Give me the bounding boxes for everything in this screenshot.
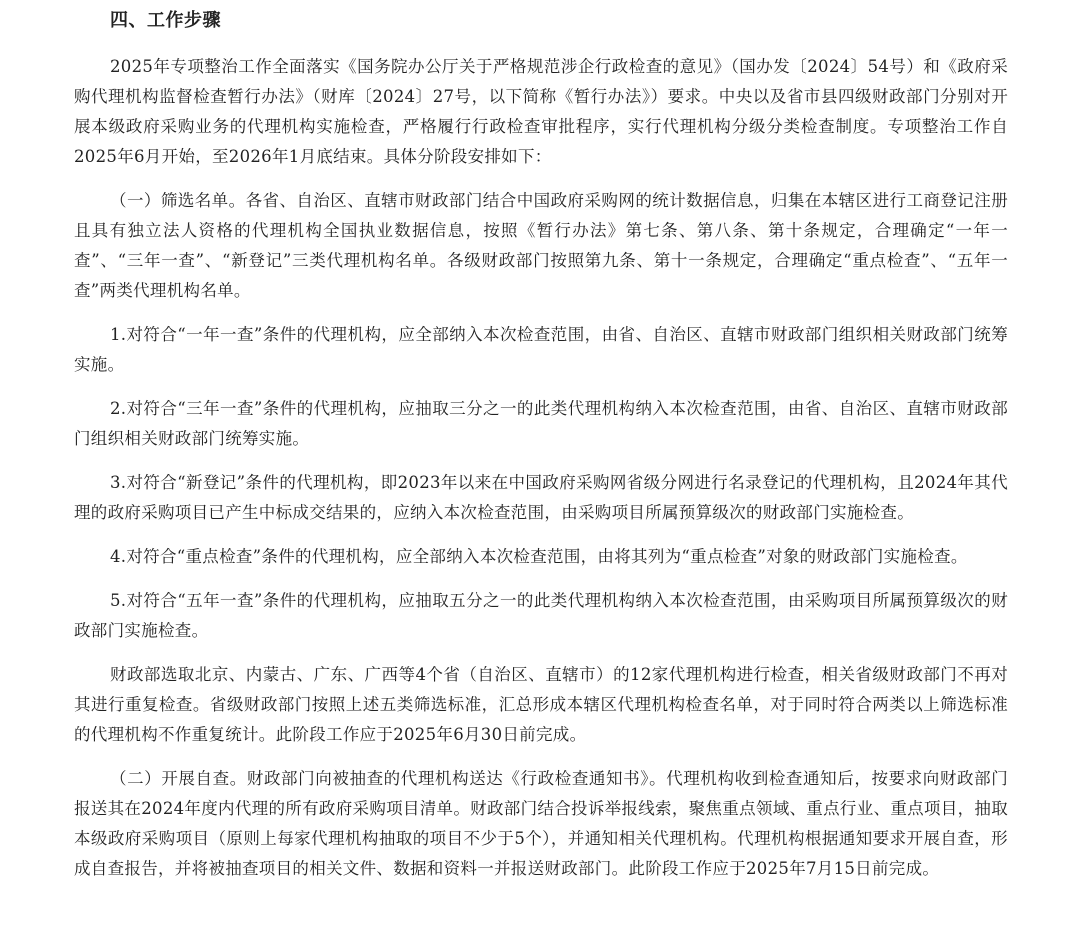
paragraph-ministry-selection: 财政部选取北京、内蒙古、广东、广西等4个省（自治区、直辖市）的12家代理机构进行检查，相关省级财政部门不再对其进行重复检查。省级财政部门按照上述五类筛选标准，汇总形成本辖区代理机构检查名单，对于同时符合两类以上筛选标准的代理机构不作重复统计。此阶段工作应于2025年6月30日前完成。: [74, 665, 1008, 744]
paragraph-item-3: 3.对符合“新登记”条件的代理机构，即2023年以来在中国政府采购网省级分网进行名录登记的代理机构，且2024年其代理的政府采购项目已产生中标成交结果的，应纳入本次检查范围，由采购项目所属预算级次的财政部门实施检查。: [74, 473, 1008, 522]
paragraph-item-5: 5.对符合“五年一查”条件的代理机构，应抽取五分之一的此类代理机构纳入本次检查范围，由采购项目所属预算级次的财政部门实施检查。: [74, 591, 1008, 640]
paragraph-item-1: 1.对符合“一年一查”条件的代理机构，应全部纳入本次检查范围，由省、自治区、直辖市财政部门组织相关财政部门统筹实施。: [74, 325, 1008, 374]
paragraph-intro: 2025年专项整治工作全面落实《国务院办公厅关于严格规范涉企行政检查的意见》（国办发〔2024〕54号）和《政府采购代理机构监督检查暂行办法》（财库〔2024〕27号，以下简称《暂行办法》）要求。中央以及省市县四级财政部门分别对开展本级政府采购业务的代理机构实施检查，严格履行行政检查审批程序，实行代理机构分级分类检查制度。专项整治工作自2025年6月开始，至2026年1月底结束。具体分阶段安排如下：: [74, 57, 1008, 166]
section-heading: 四、工作步骤: [110, 10, 221, 31]
paragraph-item-4: 4.对符合“重点检查”条件的代理机构，应全部纳入本次检查范围，由将其列为“重点检查”对象的财政部门实施检查。: [110, 547, 968, 566]
document-body: [74, 6, 1008, 898]
paragraph-screening-list: （一）筛选名单。各省、自治区、直辖市财政部门结合中国政府采购网的统计数据信息，归集在本辖区进行工商登记注册且具有独立法人资格的代理机构全国执业数据信息，按照《暂行办法》第七条、第八条、第十条规定，合理确定“一年一查”、“三年一查”、“新登记”三类代理机构名单。各级财政部门按照第九条、第十一条规定，合理确定“重点检查”、“五年一查”两类代理机构名单。: [74, 191, 1008, 300]
paragraph-self-inspection: （二）开展自查。财政部门向被抽查的代理机构送达《行政检查通知书》。代理机构收到检查通知后，按要求向财政部门报送其在2024年度内代理的所有政府采购项目清单。财政部门结合投诉举报线索，聚焦重点领域、重点行业、重点项目，抽取本级政府采购项目（原则上每家代理机构抽取的项目不少于5个），并通知相关代理机构。代理机构根据通知要求开展自查，形成自查报告，并将被抽查项目的相关文件、数据和资料一并报送财政部门。此阶段工作应于2025年7月15日前完成。: [74, 769, 1008, 878]
paragraph-item-2: 2.对符合“三年一查”条件的代理机构，应抽取三分之一的此类代理机构纳入本次检查范围，由省、自治区、直辖市财政部门组织相关财政部门统筹实施。: [74, 399, 1008, 448]
